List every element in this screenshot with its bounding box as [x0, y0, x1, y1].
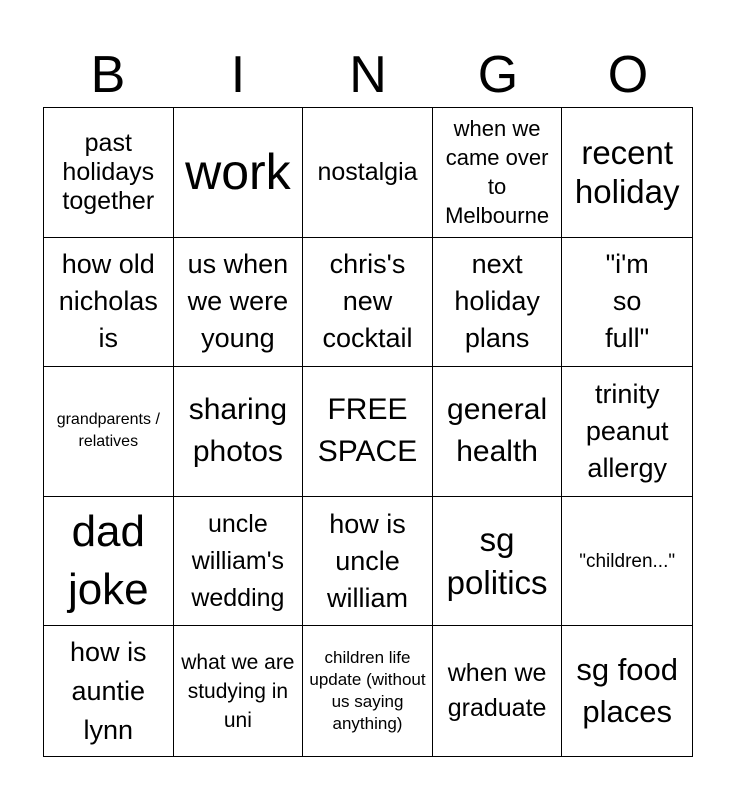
bingo-cell[interactable]: [303, 108, 433, 238]
bingo-cell[interactable]: [174, 497, 304, 627]
bingo-cell[interactable]: [174, 367, 304, 497]
cell-text: next holiday plans: [454, 249, 540, 354]
cell-text: nostalgia: [317, 157, 418, 186]
bingo-cell[interactable]: [433, 238, 563, 368]
cell-text: chris's new cocktail: [322, 249, 413, 354]
bingo-cell[interactable]: [562, 238, 692, 368]
bingo-cell[interactable]: [44, 367, 174, 497]
bingo-cell[interactable]: [433, 367, 563, 497]
cell-text: dad joke: [67, 507, 149, 615]
cell-text: "children...": [579, 550, 676, 572]
cell-text: children life update (without us saying anything): [309, 648, 426, 734]
bingo-cell[interactable]: [303, 626, 433, 756]
cell-text: uncle william's wedding: [191, 509, 285, 612]
bingo-cell[interactable]: [44, 626, 174, 756]
cell-text: when we came over to Melbourne: [445, 116, 550, 229]
bingo-cell[interactable]: [562, 367, 692, 497]
bingo-cell[interactable]: [433, 626, 563, 756]
free-space-cell[interactable]: [303, 367, 433, 497]
cell-text: trinity peanut allergy: [585, 378, 669, 483]
bingo-cell[interactable]: [174, 108, 304, 238]
header-letter-o: O: [607, 46, 649, 104]
bingo-cell[interactable]: [562, 497, 692, 627]
cell-text: work: [185, 144, 291, 201]
bingo-cell[interactable]: [562, 626, 692, 756]
header-letter-g: G: [477, 46, 519, 104]
bingo-cell[interactable]: [303, 238, 433, 368]
free-space-text: FREE SPACE: [317, 393, 418, 469]
bingo-cell[interactable]: [433, 497, 563, 627]
cell-text: how old nicholas is: [58, 249, 158, 354]
bingo-cell[interactable]: [44, 497, 174, 627]
cell-text: grandparents / relatives: [56, 411, 160, 451]
cell-text: when we graduate: [447, 659, 547, 723]
cell-text: sg food places: [576, 652, 679, 730]
bingo-cell[interactable]: [433, 108, 563, 238]
cell-text: general health: [447, 393, 548, 469]
bingo-grid: [43, 107, 693, 757]
cell-text: past holidays together: [62, 128, 155, 215]
bingo-cell[interactable]: [174, 238, 304, 368]
cell-text: sg politics: [446, 521, 548, 602]
cell-text: how is auntie lynn: [70, 636, 147, 745]
cell-text: sharing photos: [188, 393, 288, 469]
cell-text: how is uncle william: [326, 508, 408, 613]
cell-text: what we are studying in uni: [181, 650, 295, 732]
header-letter-i: I: [230, 46, 246, 104]
header-letter-n: N: [349, 46, 387, 104]
header-letter-b: B: [90, 46, 126, 104]
bingo-cell[interactable]: [44, 108, 174, 238]
bingo-header: [43, 42, 693, 108]
cell-text: "i'm so full": [605, 249, 650, 354]
bingo-cell[interactable]: [303, 497, 433, 627]
cell-text: us when we were young: [187, 249, 289, 354]
bingo-cell[interactable]: [174, 626, 304, 756]
cell-text: recent holiday: [574, 134, 680, 211]
bingo-cell[interactable]: [562, 108, 692, 238]
bingo-cell[interactable]: [44, 238, 174, 368]
